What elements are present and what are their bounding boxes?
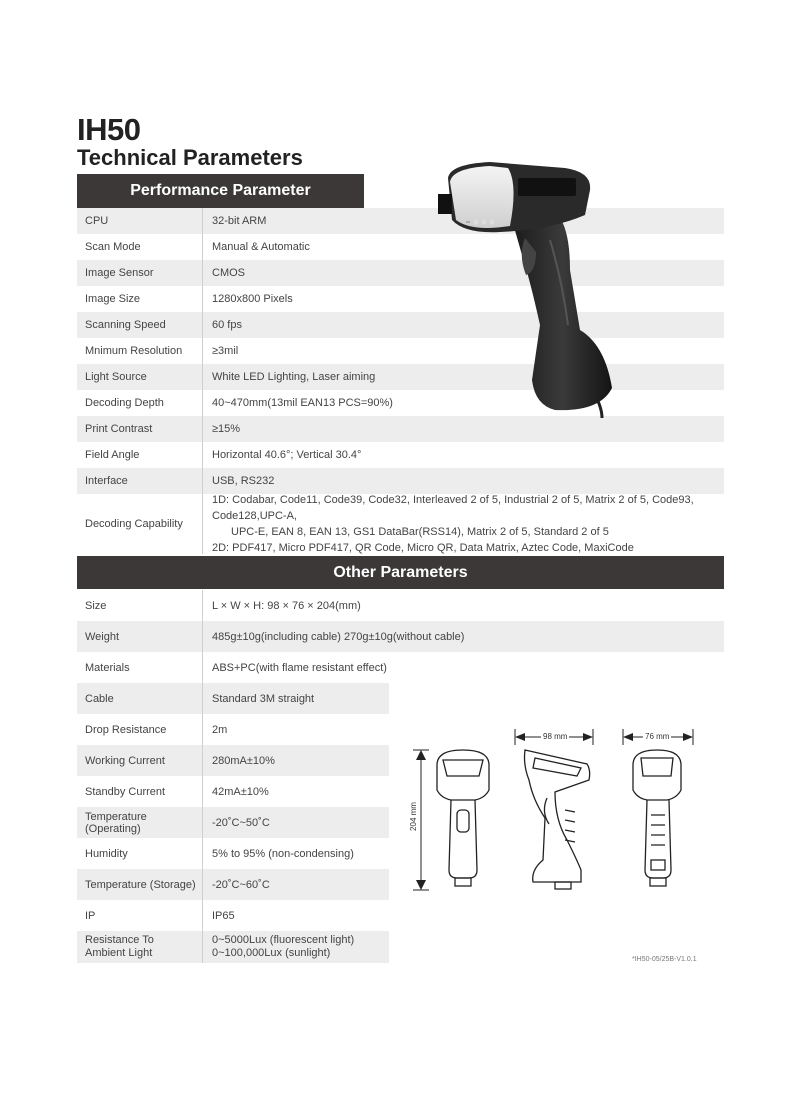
table-row <box>77 900 389 931</box>
table-row <box>77 621 724 652</box>
param-value: 1280x800 Pixels <box>212 293 293 305</box>
param-value: 280mA±10% <box>212 754 275 767</box>
param-value: IP65 <box>212 909 235 922</box>
param-value: CMOS <box>212 267 245 279</box>
table-row <box>77 442 724 468</box>
param-value: -20˚C~50˚C <box>212 816 270 829</box>
length-dimension-label: 98 mm <box>543 732 568 741</box>
param-label: IP <box>77 900 203 931</box>
param-value: -20˚C~60˚C <box>212 878 270 891</box>
page-subtitle: Technical Parameters <box>77 145 303 170</box>
table-row <box>77 468 724 494</box>
param-value <box>203 492 724 556</box>
param-value: Standard 3M straight <box>212 692 315 705</box>
table-row <box>77 838 389 869</box>
param-value: 40~470mm(13mil EAN13 PCS=90%) <box>212 397 393 409</box>
param-label-line: Ambient Light <box>85 947 153 959</box>
param-label: Light Source <box>77 364 203 390</box>
param-value: Horizontal 40.6°; Vertical 30.4° <box>212 449 362 461</box>
param-value: ABS+PC(with flame resistant effect) <box>212 661 387 674</box>
performance-section-title: Performance Parameter <box>130 182 311 199</box>
param-value: USB, RS232 <box>212 475 275 487</box>
scanner-product-image <box>430 160 630 420</box>
param-label: Materials <box>77 652 203 683</box>
table-row <box>77 807 389 838</box>
table-row <box>77 652 724 683</box>
param-label: Standby Current <box>77 776 203 807</box>
dimension-drawings <box>405 720 705 895</box>
decoding-1d-line-cont: UPC-E, EAN 8, EAN 13, GS1 DataBar(RSS14), Matrix 2 of 5, Standard 2 of 5 <box>231 526 609 538</box>
param-value: ≥15% <box>212 423 241 435</box>
param-value: White LED Lighting, Laser aiming <box>212 371 376 383</box>
decoding-2d-line: 2D: PDF417, Micro PDF417, QR Code, Micro QR, Data Matrix, Aztec Code, MaxiCode <box>212 542 634 554</box>
table-row <box>77 494 724 554</box>
table-row <box>77 590 724 621</box>
param-value: 5% to 95% (non-condensing) <box>212 847 354 860</box>
width-dimension-label: 76 mm <box>645 732 670 741</box>
param-value: ≥3mil <box>212 345 239 357</box>
param-label: Print Contrast <box>77 416 203 442</box>
other-section-header <box>77 556 724 589</box>
value-line: 0~5000Lux (fluorescent light) <box>212 934 355 946</box>
param-value: L × W × H: 98 × 76 × 204(mm) <box>212 599 361 612</box>
param-label: Size <box>77 590 203 621</box>
param-label: Humidity <box>77 838 203 869</box>
table-row <box>77 714 389 745</box>
param-value: 2m <box>212 723 228 736</box>
param-value: 32-bit ARM <box>212 215 267 227</box>
decoding-1d-line: 1D: Codabar, Code11, Code39, Code32, Interleaved 2 of 5, Industrial 2 of 5, Matrix 2 of 5, Code93, Code128,UPC-A, <box>212 494 694 522</box>
param-value: Manual & Automatic <box>212 241 310 253</box>
height-dimension-label: 204 mm <box>408 802 418 831</box>
param-label: Temperature (Storage) <box>77 869 203 900</box>
param-label: Field Angle <box>77 442 203 468</box>
page-title: IH50 <box>77 112 141 147</box>
table-row <box>77 745 389 776</box>
param-label: Interface <box>77 468 203 494</box>
param-value <box>203 934 389 960</box>
param-label: Decoding Depth <box>77 390 203 416</box>
param-label: Weight <box>77 621 203 652</box>
param-label: Scan Mode <box>77 234 203 260</box>
param-label: Image Size <box>77 286 203 312</box>
table-row <box>77 683 389 714</box>
param-value: 60 fps <box>212 319 242 331</box>
value-line: 0~100,000Lux (sunlight) <box>212 947 331 959</box>
performance-section-header <box>77 174 364 208</box>
table-row <box>77 869 389 900</box>
param-label: Drop Resistance <box>77 714 203 745</box>
param-label: Mnimum Resolution <box>77 338 203 364</box>
param-value: 42mA±10% <box>212 785 269 798</box>
param-label-line: Resistance To <box>85 934 154 946</box>
param-value: 485g±10g(including cable) 270g±10g(without cable) <box>212 630 465 643</box>
document-code: *IH50-05/25B-V1.0.1 <box>632 956 697 963</box>
param-label: CPU <box>77 208 203 234</box>
param-label: Image Sensor <box>77 260 203 286</box>
param-label: Scanning Speed <box>77 312 203 338</box>
param-label: Temperature (Operating) <box>77 807 203 838</box>
param-label: Decoding Capability <box>77 494 203 554</box>
param-label: Cable <box>77 683 203 714</box>
param-label: Working Current <box>77 745 203 776</box>
dimension-lines-graphic <box>405 720 705 895</box>
table-row <box>77 931 389 963</box>
param-label <box>77 931 203 963</box>
table-row <box>77 776 389 807</box>
other-section-title: Other Parameters <box>333 563 468 581</box>
